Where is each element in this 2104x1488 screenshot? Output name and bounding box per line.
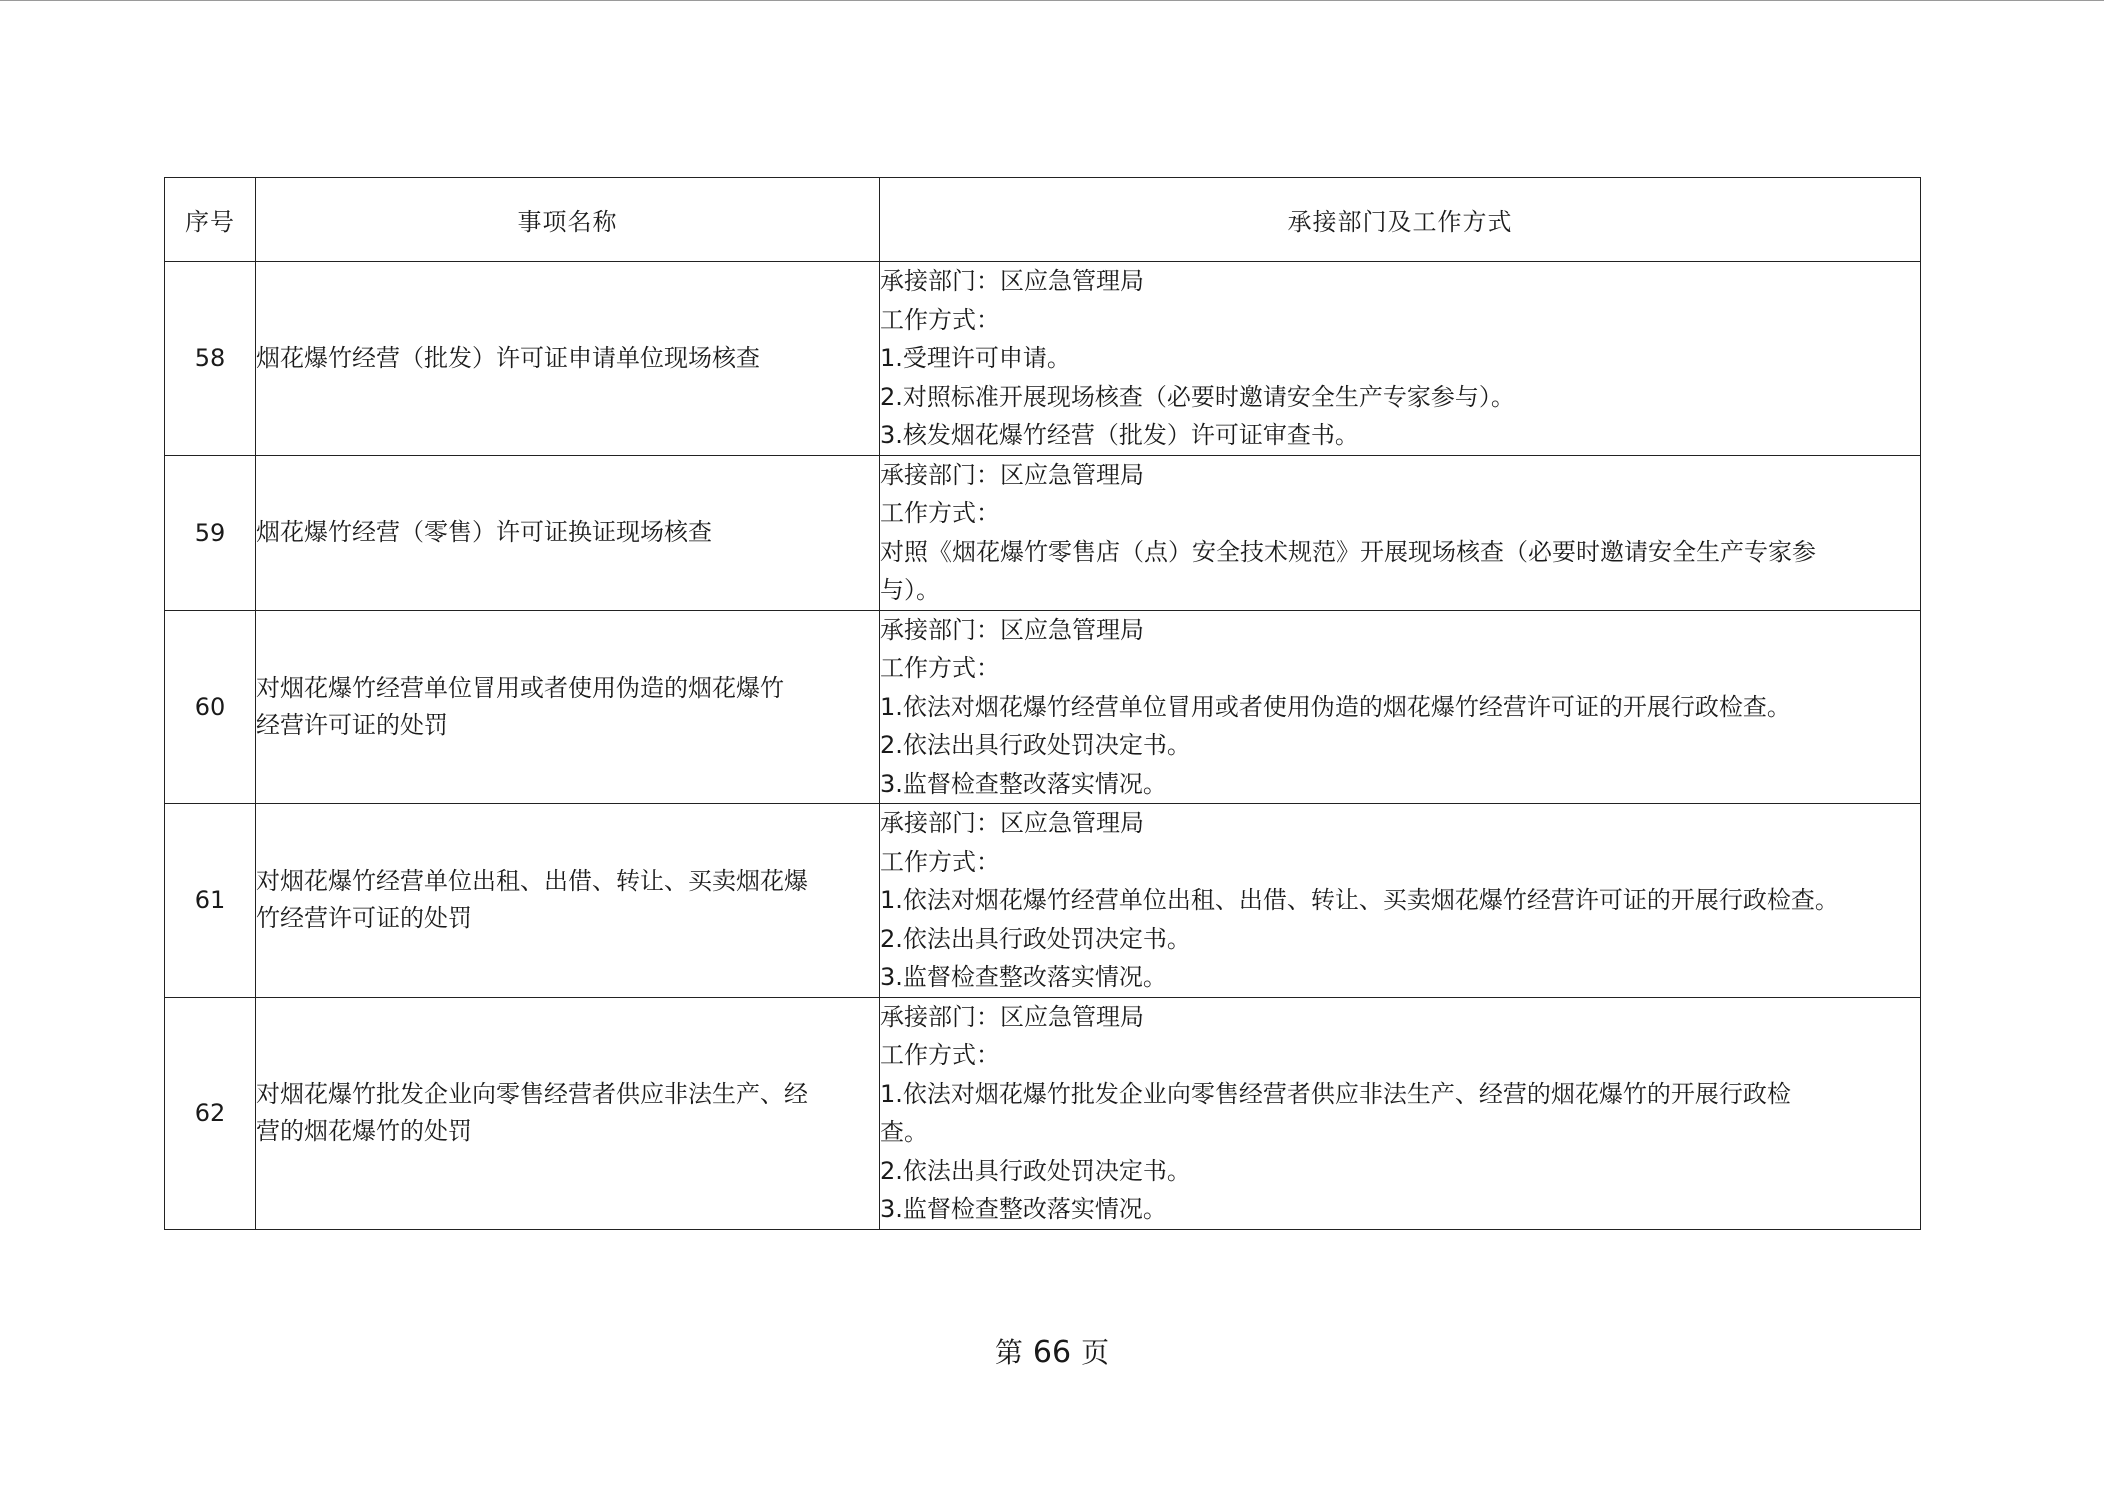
- matters-table: [164, 177, 1921, 1230]
- matter-name-line: 竹经营许可证的处罚: [256, 904, 472, 933]
- dept-line: 工作方式：: [880, 1041, 1000, 1069]
- department-method: [880, 997, 1921, 1229]
- header-number: 序号: [165, 178, 256, 262]
- dept-line: 承接部门：区应急管理局: [880, 267, 1144, 295]
- dept-line: 2.依法出具行政处罚决定书。: [880, 731, 1191, 759]
- dept-line: 工作方式：: [880, 847, 1000, 876]
- matter-name-line: 营的烟花爆竹的处罚: [256, 1117, 472, 1145]
- dept-line: 3.监督检查整改落实情况。: [880, 963, 1167, 991]
- matter-name: [256, 455, 880, 610]
- matter-name-line: 对烟花爆竹批发企业向零售经营者供应非法生产、经: [256, 1080, 808, 1108]
- matter-name-line: 烟花爆竹经营（零售）许可证换证现场核查: [256, 518, 712, 546]
- page-suffix: 页: [1081, 1336, 1110, 1369]
- matter-name-line: 经营许可证的处罚: [256, 710, 448, 739]
- dept-line: 工作方式：: [880, 499, 1000, 527]
- department-method: [880, 455, 1921, 610]
- dept-line: 与）。: [880, 576, 940, 604]
- dept-line: 承接部门：区应急管理局: [880, 1002, 1144, 1031]
- matter-name: [256, 262, 880, 456]
- table-header-row: [165, 178, 1921, 262]
- table-row: [165, 610, 1921, 804]
- dept-line: 3.核发烟花爆竹经营（批发）许可证审查书。: [880, 421, 1359, 449]
- department-method: [880, 610, 1921, 804]
- dept-line: 3.监督检查整改落实情况。: [880, 769, 1167, 798]
- dept-line: 1.依法对烟花爆竹经营单位出租、出借、转让、买卖烟花爆竹经营许可证的开展行政检查。: [880, 886, 1839, 914]
- department-method: [880, 804, 1921, 998]
- row-number: 59: [165, 455, 256, 610]
- dept-line: 工作方式：: [880, 305, 1000, 334]
- matter-name: [256, 997, 880, 1229]
- page-footer: [0, 1331, 2104, 1371]
- dept-line: 2.依法出具行政处罚决定书。: [880, 924, 1191, 953]
- matter-name: [256, 610, 880, 804]
- dept-line: 承接部门：区应急管理局: [880, 615, 1144, 644]
- dept-line: 承接部门：区应急管理局: [880, 460, 1144, 489]
- dept-line: 承接部门：区应急管理局: [880, 809, 1144, 837]
- table-row: [165, 455, 1921, 610]
- department-method: [880, 262, 1921, 456]
- dept-line: 3.监督检查整改落实情况。: [880, 1195, 1167, 1223]
- page-prefix: 第: [994, 1336, 1023, 1369]
- matter-name-line: 烟花爆竹经营（批发）许可证申请单位现场核查: [256, 343, 760, 372]
- table-row: [165, 262, 1921, 456]
- dept-line: 1.依法对烟花爆竹批发企业向零售经营者供应非法生产、经营的烟花爆竹的开展行政检: [880, 1079, 1791, 1108]
- dept-line: 工作方式：: [880, 654, 1000, 682]
- header-matter-name: 事项名称: [256, 178, 880, 262]
- page-number: 66: [1032, 1335, 1072, 1370]
- dept-line: 1.受理许可申请。: [880, 344, 1071, 372]
- top-rule: [0, 0, 2104, 1]
- matter-name-line: 对烟花爆竹经营单位冒用或者使用伪造的烟花爆竹: [256, 673, 784, 702]
- dept-line: 1.依法对烟花爆竹经营单位冒用或者使用伪造的烟花爆竹经营许可证的开展行政检查。: [880, 692, 1791, 721]
- dept-line: 查。: [880, 1118, 928, 1146]
- row-number: 61: [165, 804, 256, 998]
- dept-line: 2.依法出具行政处罚决定书。: [880, 1156, 1191, 1185]
- row-number: 62: [165, 997, 256, 1229]
- dept-line: 2.对照标准开展现场核查（必要时邀请安全生产专家参与）。: [880, 382, 1515, 411]
- header-department-method: 承接部门及工作方式: [880, 178, 1921, 262]
- dept-line: 对照《烟花爆竹零售店（点）安全技术规范》开展现场核查（必要时邀请安全生产专家参: [880, 537, 1816, 566]
- matter-name: [256, 804, 880, 998]
- row-number: 58: [165, 262, 256, 456]
- table-row: [165, 997, 1921, 1229]
- table-row: [165, 804, 1921, 998]
- row-number: 60: [165, 610, 256, 804]
- matter-name-line: 对烟花爆竹经营单位出租、出借、转让、买卖烟花爆: [256, 867, 808, 896]
